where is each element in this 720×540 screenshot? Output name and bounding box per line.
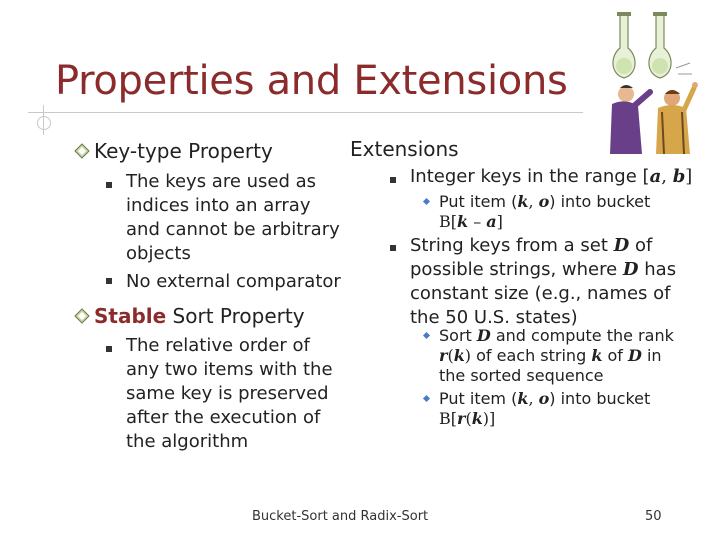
square-bullet-icon [390,177,396,183]
stable-emphasis: Stable [94,304,167,328]
diamond-sub-bullet-icon [423,332,430,339]
diamond-bullet-icon [74,143,90,159]
square-bullet-icon [106,278,112,284]
string-put-item: Put item (k, o) into bucket B[r(k)] [439,389,651,428]
square-bullet-icon [390,245,396,251]
string-keys-bullet: String keys from a set D of possible strings, where D has constant size (e.g., names of the 50 U.S. states) [410,235,677,328]
square-bullet-icon [106,182,112,188]
string-sort-rank: Sort D and compute the rank r(k) of each string k of D in the sorted sequence [439,326,674,385]
slide-title: Properties and Extensions [55,58,568,104]
title-underline [28,112,583,113]
key-type-bullet-1: The keys are used as indices into an array and cannot be arbitrary objects [126,171,340,264]
footer-title: Bucket-Sort and Radix-Sort [252,509,429,524]
title-rule-circle [37,116,51,130]
integer-keys-bullet: Integer keys in the range [a, b] [410,166,693,187]
integer-put-item: Put item (k, o) into bucket B[k – a] [439,192,651,231]
diamond-bullet-icon [74,308,90,324]
key-type-heading: Key-type Property [94,139,273,163]
stable-heading: Stable Sort Property [94,304,305,328]
diamond-sub-bullet-icon [423,395,430,402]
square-bullet-icon [106,346,112,352]
stable-bullet-1: The relative order of any two items with the same key is preserved after the execution of the algorithm [126,335,333,452]
extensions-heading: Extensions [350,137,459,161]
page-number: 50 [645,509,662,524]
key-type-bullet-2: No external comparator [126,271,341,292]
diamond-sub-bullet-icon [423,198,430,205]
scientists-illustration [598,8,706,158]
